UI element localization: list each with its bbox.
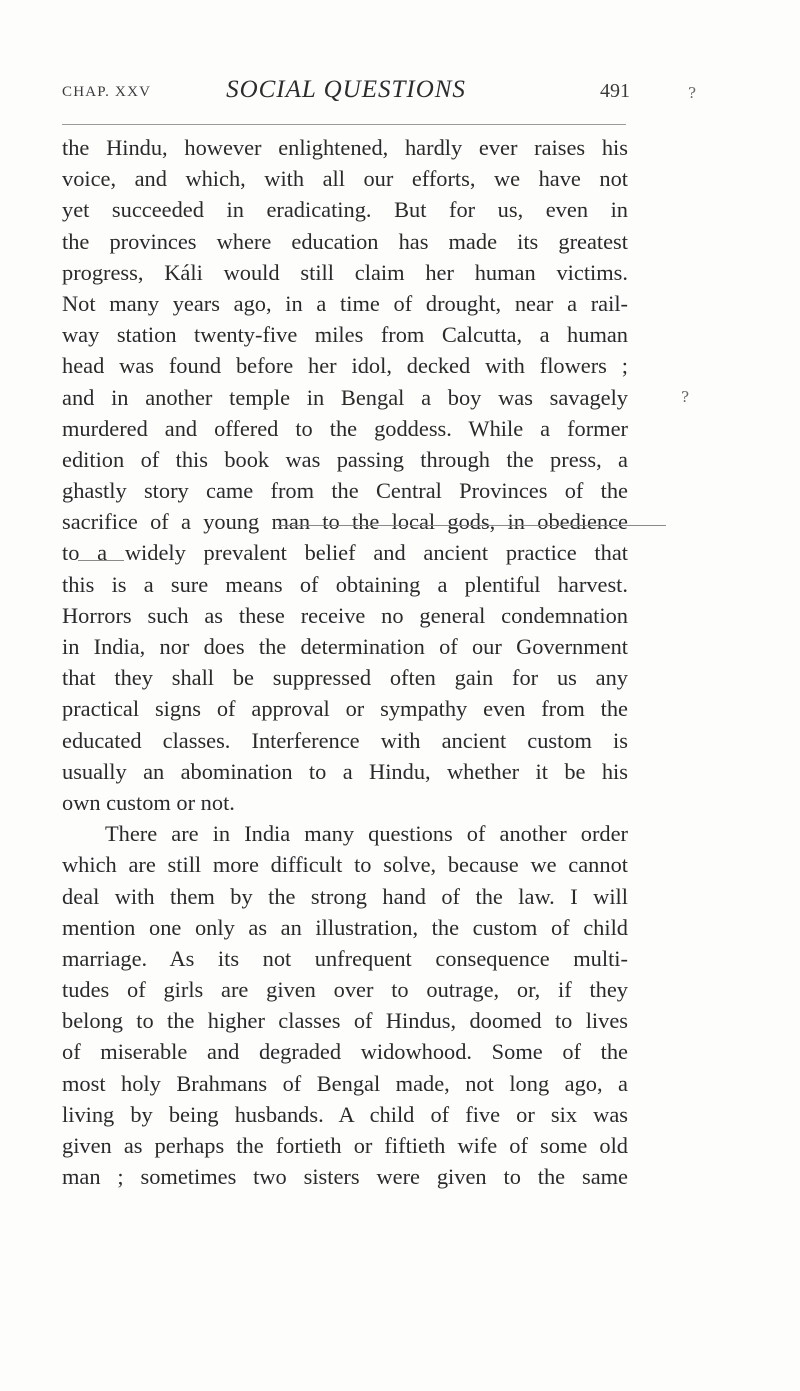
text-line: of miserable and degraded widowhood. Some of the xyxy=(62,1039,628,1065)
text-line: this is a sure means of obtaining a plentiful harvest. xyxy=(62,571,628,597)
text-line: given as perhaps the fortieth or fiftieth wife of some old xyxy=(62,1133,628,1158)
text-line: that they shall be suppressed often gain for us any xyxy=(62,665,628,691)
pencil-underline xyxy=(410,525,666,526)
text-line: head was found before her idol, decked with flowers ; xyxy=(62,353,628,379)
running-head xyxy=(62,74,630,114)
text-line: deal with them by the strong hand of the law. I will xyxy=(62,883,628,909)
pencil-underline xyxy=(78,560,124,561)
text-line: way station twenty-five miles from Calcutta, a human xyxy=(62,322,628,348)
pencil-underline xyxy=(278,525,408,526)
text-line: in India, nor does the determination of our Government xyxy=(62,634,628,659)
chapter-label: CHAP. XXV xyxy=(62,84,152,100)
text-line: and in another temple in Bengal a boy was savagely xyxy=(62,384,628,410)
header-rule xyxy=(62,124,626,125)
text-line: murdered and offered to the goddess. While a former xyxy=(62,415,628,441)
body-text xyxy=(62,132,628,1192)
text-line: voice, and which, with all our efforts, we have not xyxy=(62,166,628,192)
text-line: There are in India many questions of another order xyxy=(105,821,628,847)
text-line: Horrors such as these receive no general condemnation xyxy=(62,602,628,628)
text-line: ghastly story came from the Central Provinces of the xyxy=(62,478,628,504)
text-line: the Hindu, however enlightened, hardly ever raises his xyxy=(62,135,628,160)
page-title: SOCIAL QUESTIONS xyxy=(226,76,466,103)
text-line: yet succeeded in eradicating. But for us, even in xyxy=(62,197,628,223)
text-line: usually an abomination to a Hindu, whether it be his xyxy=(62,758,628,784)
text-line: which are still more difficult to solve, because we cannot xyxy=(62,852,628,878)
text-line: mention one only as an illustration, the custom of child xyxy=(62,914,628,940)
text-line: Not many years ago, in a time of drought, near a rail- xyxy=(62,290,628,316)
text-line: practical signs of approval or sympathy even from the xyxy=(62,696,628,722)
text-line: man ; sometimes two sisters were given to the same xyxy=(62,1164,628,1190)
margin-query-mark: ? xyxy=(681,388,690,406)
text-line: educated classes. Interference with ancient custom is xyxy=(62,727,628,753)
text-line: living by being husbands. A child of five or six was xyxy=(62,1101,628,1127)
text-line: the provinces where education has made its greatest xyxy=(62,228,628,254)
text-line: edition of this book was passing through the press, a xyxy=(62,446,628,472)
margin-query-mark: ? xyxy=(688,84,697,102)
text-line: most holy Brahmans of Bengal made, not long ago, a xyxy=(62,1070,628,1096)
text-line: to a widely prevalent belief and ancient practice that xyxy=(62,540,628,566)
text-line: own custom or not. xyxy=(62,789,235,815)
text-line: sacrifice of a young man to the local gods, in obedience xyxy=(62,509,628,535)
text-line: progress, Káli would still claim her human victims. xyxy=(62,259,628,285)
page-number: 491 xyxy=(600,80,630,102)
text-line: marriage. As its not unfrequent consequence multi- xyxy=(62,945,628,971)
text-line: belong to the higher classes of Hindus, doomed to lives xyxy=(62,1008,628,1034)
text-line: tudes of girls are given over to outrage, or, if they xyxy=(62,977,628,1003)
